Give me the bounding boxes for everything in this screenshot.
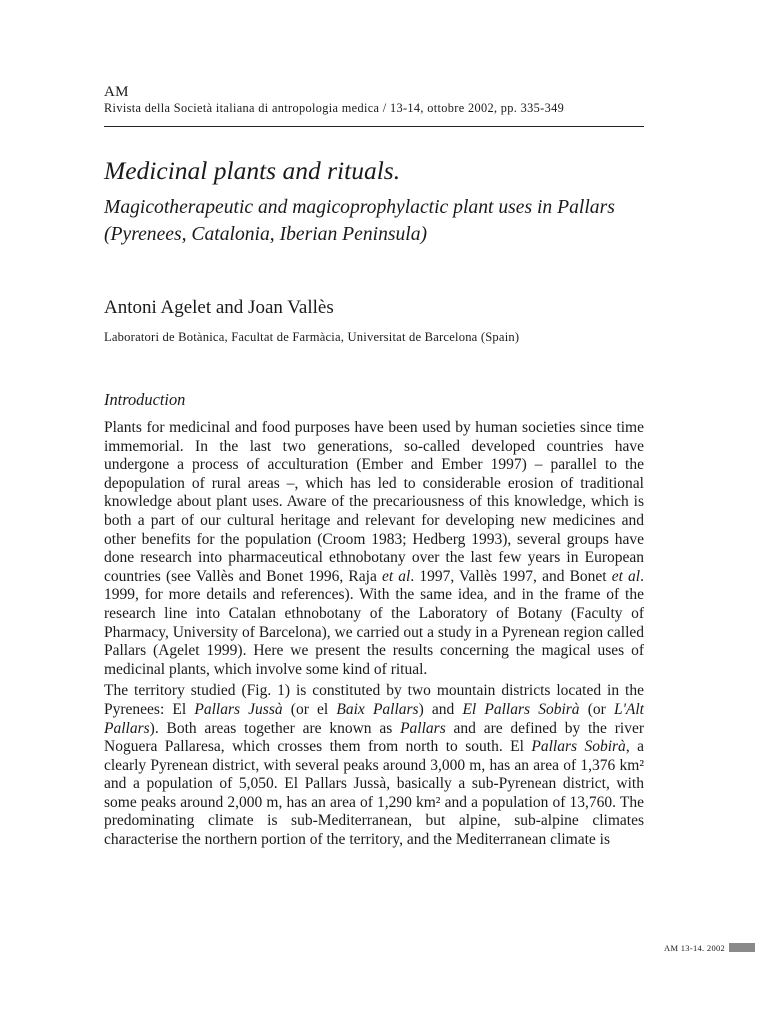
italic-term: Pallars	[400, 719, 446, 737]
body-paragraph-1	[104, 419, 644, 679]
italic-term: et al	[611, 567, 641, 585]
text-run: (or el	[282, 700, 337, 718]
italic-term: El Pallars Sobirà	[462, 700, 580, 718]
text-run: . 1999, for more details and references). With the same idea, and in the frame of the research line into Catalan ethnobotany of the Laboratory of Botany (Faculty of Pharmacy, University of Barcelona), we carried out a study in a Pyrenean region called Pallars (Agelet 1999). Here we present the results concerning the magical uses of medicinal plants, which involve some kind of ritual.	[104, 567, 645, 678]
header-rule	[104, 126, 644, 127]
article-authors: Antoni Agelet and Joan Vallès	[104, 297, 334, 318]
footer-bar	[729, 943, 755, 952]
text-run: and are defined by the river Noguera Pallaresa, which crosses them from north to south. El	[104, 719, 644, 756]
article-page	[104, 84, 644, 850]
text-run: ). Both areas together are known as	[149, 719, 401, 737]
article-title: Medicinal plants and rituals.	[104, 156, 401, 185]
journal-abbreviation: AM	[104, 84, 129, 100]
italic-term: Baix Pallars	[336, 700, 419, 718]
journal-citation: Rivista della Società italiana di antropologia medica / 13-14, ottobre 2002, pp. 335-349	[104, 101, 565, 115]
italic-term: Pallars Jussà	[194, 700, 283, 718]
section-heading-introduction: Introduction	[104, 390, 186, 409]
text-run: ) and	[418, 700, 463, 718]
text-run: Plants for medicinal and food purposes have been used by human societies since time immemorial. In the last two generations, so-called developed countries have undergone a process of acculturation (Ember and Ember 1997) – parallel to the depopulation of rural areas –, which has led to considerable erosion of traditional knowledge about plant uses. Aware of the precariousness of this knowledge, which is both a part of our cultural heritage and relevant for developing new medicines and other benefits for the population (Croom 1983; Hedberg 1993), several groups have done research into pharmaceutical ethnobotany over the last few years in European countries (see Vallès and Bonet 1996, Raja	[104, 419, 644, 585]
italic-term: Pallars Sobirà	[531, 738, 626, 756]
author-affiliation: Laboratori de Botànica, Facultat de Farmàcia, Universitat de Barcelona (Spain)	[104, 330, 520, 344]
text-run: The territory studied (Fig. 1) is constituted by two mountain districts located in the Pyrenees: El	[104, 682, 644, 718]
text-run: , a clearly Pyrenean district, with several peaks around 3,000 m, has an area of 1,376 km² and a population of 5,050. El Pallars Jussà, basically a sub-Pyrenean district, with some peaks around 2,000 m, has an area of 1,290 km² and a population of 13,760. The predominating climate is sub-Mediterranean, but alpine, sub-alpine climates characterise the northern portion of the territory, and the Mediterranean climate is	[104, 738, 645, 849]
italic-term: L'Alt Pallars	[104, 700, 644, 737]
text-run: . 1997, Vallès 1997, and Bonet	[410, 567, 612, 585]
body-paragraph-2	[104, 682, 644, 849]
article-subtitle: Magicotherapeutic and magicoprophylactic plant uses in Pallars (Pyrenees, Catalonia, Iberian Peninsula)	[104, 197, 615, 245]
text-run: (or	[579, 700, 614, 718]
page-footer	[664, 941, 755, 954]
italic-term: et al	[381, 567, 411, 585]
footer-label: AM 13-14. 2002	[664, 942, 726, 953]
